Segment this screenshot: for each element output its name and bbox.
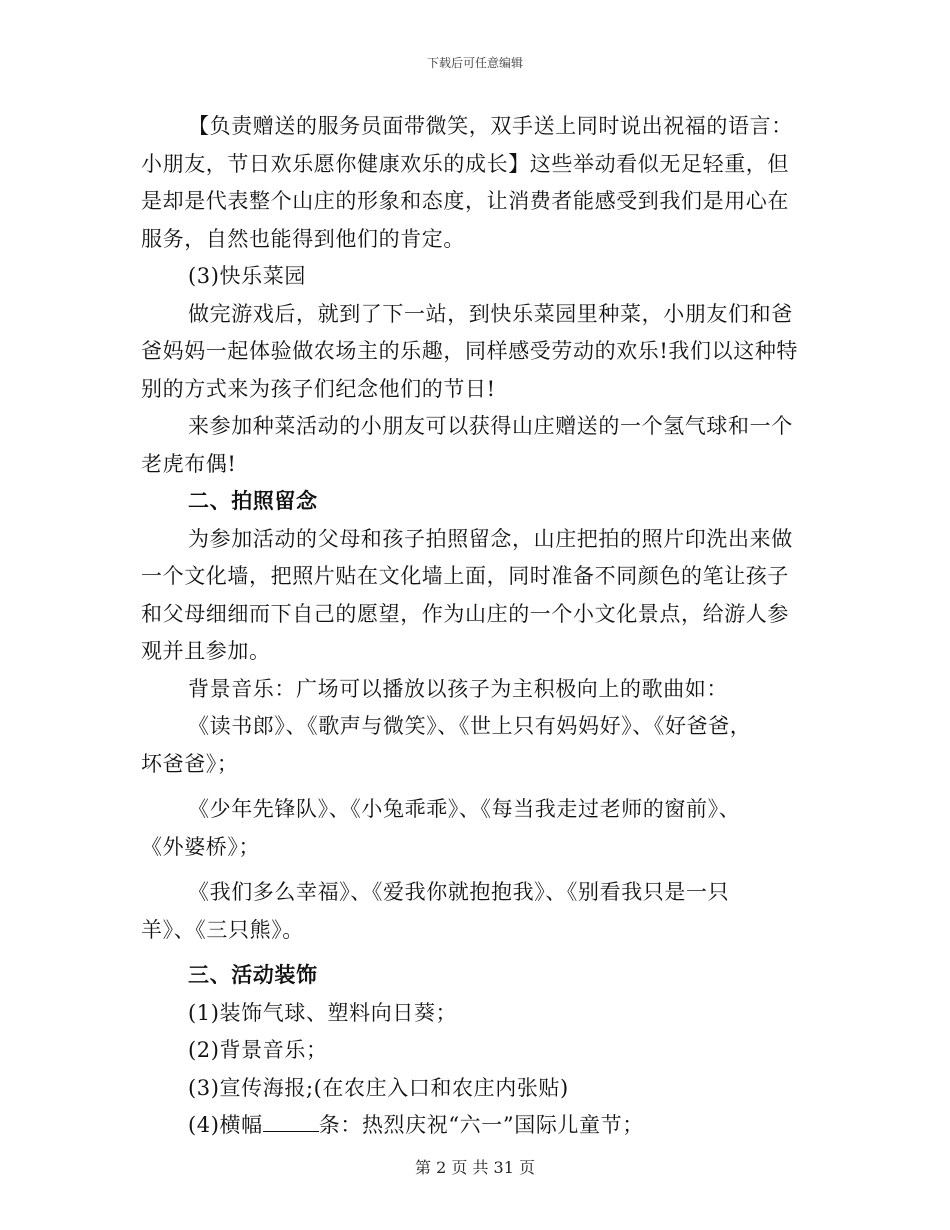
- song-list-line: 坏爸爸》；: [141, 751, 239, 776]
- list-item: (3)宣传海报;(在农庄入口和农庄内张贴): [188, 1075, 569, 1100]
- paragraph-line: 一个文化墙，把照片贴在文化墙上面，同时准备不同颜色的笔让孩子: [141, 564, 789, 588]
- paragraph-line: 老虎布偶!: [141, 451, 237, 476]
- fill-in-blank: [263, 1113, 319, 1132]
- list-item-prefix: (4)横幅: [188, 1113, 263, 1137]
- song-list-line: 《少年先锋队》、《小兔乖乖》、《每当我走过老师的窗前》、: [188, 797, 741, 821]
- page-number: 第 2 页 共 31 页: [415, 1158, 535, 1177]
- paragraph-line: 别的方式来为孩子们纪念他们的节日!: [141, 376, 496, 401]
- paragraph-line: 做完游戏后，就到了下一站，到快乐菜园里种菜，小朋友们和爸: [188, 301, 793, 326]
- song-list-line: 《读书郎》、《歌声与微笑》、《世上只有妈妈好》、《好爸爸，: [188, 714, 752, 738]
- paragraph-line: 和父母细细而下自己的愿望，作为山庄的一个小文化景点，给游人参: [141, 601, 789, 626]
- subsection-heading: (3)快乐菜园: [188, 264, 306, 288]
- section-heading: 二、拍照留念: [188, 489, 318, 513]
- song-list-line: 羊》、《三只熊》。: [141, 917, 304, 942]
- song-list-line: 《我们多么幸福》、《爱我你就抱抱我》、《别看我只是一只: [188, 880, 730, 904]
- paragraph-line: 服务，自然也能得到他们的肯定。: [141, 226, 465, 251]
- page-header: 下载后可任意编辑: [426, 56, 523, 70]
- document-body: [141, 108, 811, 1145]
- paragraph-line: 背景音乐：广场可以播放以孩子为主积极向上的歌曲如：: [188, 676, 728, 701]
- list-item: (1)装饰气球、塑料向日葵；: [188, 1000, 458, 1025]
- paragraph-line: 【负责赠送的服务员面带微笑，双手送上同时说出祝福的语言：: [188, 114, 793, 138]
- paragraph-line: 来参加种菜活动的小朋友可以获得山庄赠送的一个氢气球和一个: [188, 414, 793, 438]
- list-item: (2)背景音乐；: [188, 1038, 328, 1062]
- list-item-suffix: 条：热烈庆祝“六一”国际儿童节；: [318, 1113, 644, 1137]
- paragraph-line: 是却是代表整个山庄的形象和态度，让消费者能感受到我们是用心在: [141, 189, 789, 213]
- section-heading: 三、活动装饰: [188, 963, 318, 987]
- paragraph-line: 为参加活动的父母和孩子拍照留念，山庄把拍的照片印洗出来做: [188, 526, 793, 551]
- paragraph-line: 小朋友，节日欢乐愿你健康欢乐的成长】这些举动看似无足轻重，但: [141, 151, 789, 176]
- song-list-line: 《外婆桥》；: [141, 834, 261, 859]
- paragraph-line: 爸妈妈一起体验做农场主的乐趣，同样感受劳动的欢乐!我们以这种特: [141, 339, 799, 363]
- paragraph-line: 观并且参加。: [141, 639, 271, 663]
- list-item: [141, 1107, 811, 1145]
